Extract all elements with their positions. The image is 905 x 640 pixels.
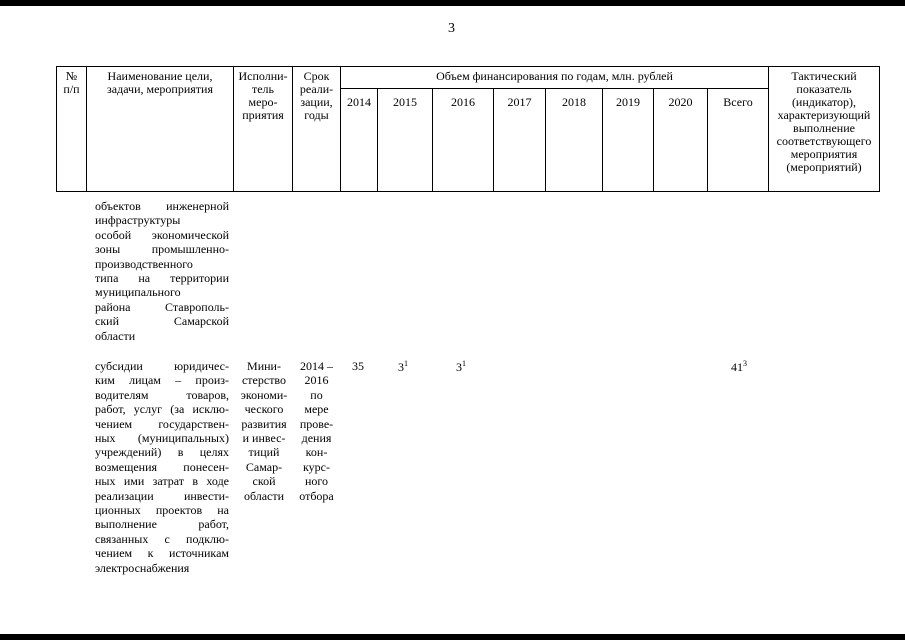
table-header — [56, 66, 880, 192]
header-bottom-line — [56, 191, 880, 192]
col-line — [340, 66, 341, 192]
top-border — [0, 0, 905, 6]
row-2-value-2016: $3^1$ — [456, 359, 466, 374]
col-line — [879, 66, 880, 192]
row-2-value-2014: 35 — [352, 359, 364, 373]
row-2-executor: Мини- стерство экономи- ческого развития и инвес- тиций Самар- ской области — [240, 359, 288, 503]
row-2-term: 2014 – 2016 по мере прове- дения кон- курс- ного отбора — [299, 359, 334, 503]
row-2-name: субсидии юридичес- ким лицам – произ- водителям товаров, работ, услуг (за исклю- чением государствен- ных (муниципальных) учреждений) в целях возмещения понесен- ных ими затрат в ходе реализации инвести- ционных проектов на выполнение работ, связанных с подклю- чением к источникам электроснабжения — [95, 359, 229, 575]
header-no: № п/п — [63, 69, 80, 96]
header-funding: Объем финансирования по годам, млн. рублей — [436, 69, 673, 83]
row-1-name: объектов инженерной инфраструктуры особой экономической зоны промышленно- производственного типа на территории муниципального района Ставрополь- ский Самарской области — [95, 199, 229, 343]
header-top-line — [56, 66, 880, 67]
header-total: Всего — [723, 95, 753, 109]
header-year-2016: 2016 — [451, 95, 475, 109]
page-number: 3 — [448, 21, 455, 36]
header-year-2018: 2018 — [562, 95, 586, 109]
row-2-value-total: $41^3$ — [731, 359, 747, 374]
header-name: Наименование цели, задачи, мероприятия — [107, 69, 213, 96]
bottom-border — [0, 634, 905, 640]
row-2-value-2015: $3^1$ — [398, 359, 408, 374]
header-year-2020: 2020 — [668, 95, 693, 109]
header-indicator: Тактический показатель (индикатор), характеризующий выполнение соответствующего мероприятия (мероприятий) — [776, 69, 872, 174]
header-term: Срок реали- зации, годы — [299, 69, 334, 122]
header-year-2017: 2017 — [507, 95, 532, 109]
header-year-2019: 2019 — [616, 95, 640, 109]
header-year-2014: 2014 — [347, 95, 371, 109]
header-year-2015: 2015 — [393, 95, 417, 109]
header-executor: Исполни- тель меро- приятия — [238, 69, 288, 122]
funding-divider-line — [340, 88, 768, 89]
